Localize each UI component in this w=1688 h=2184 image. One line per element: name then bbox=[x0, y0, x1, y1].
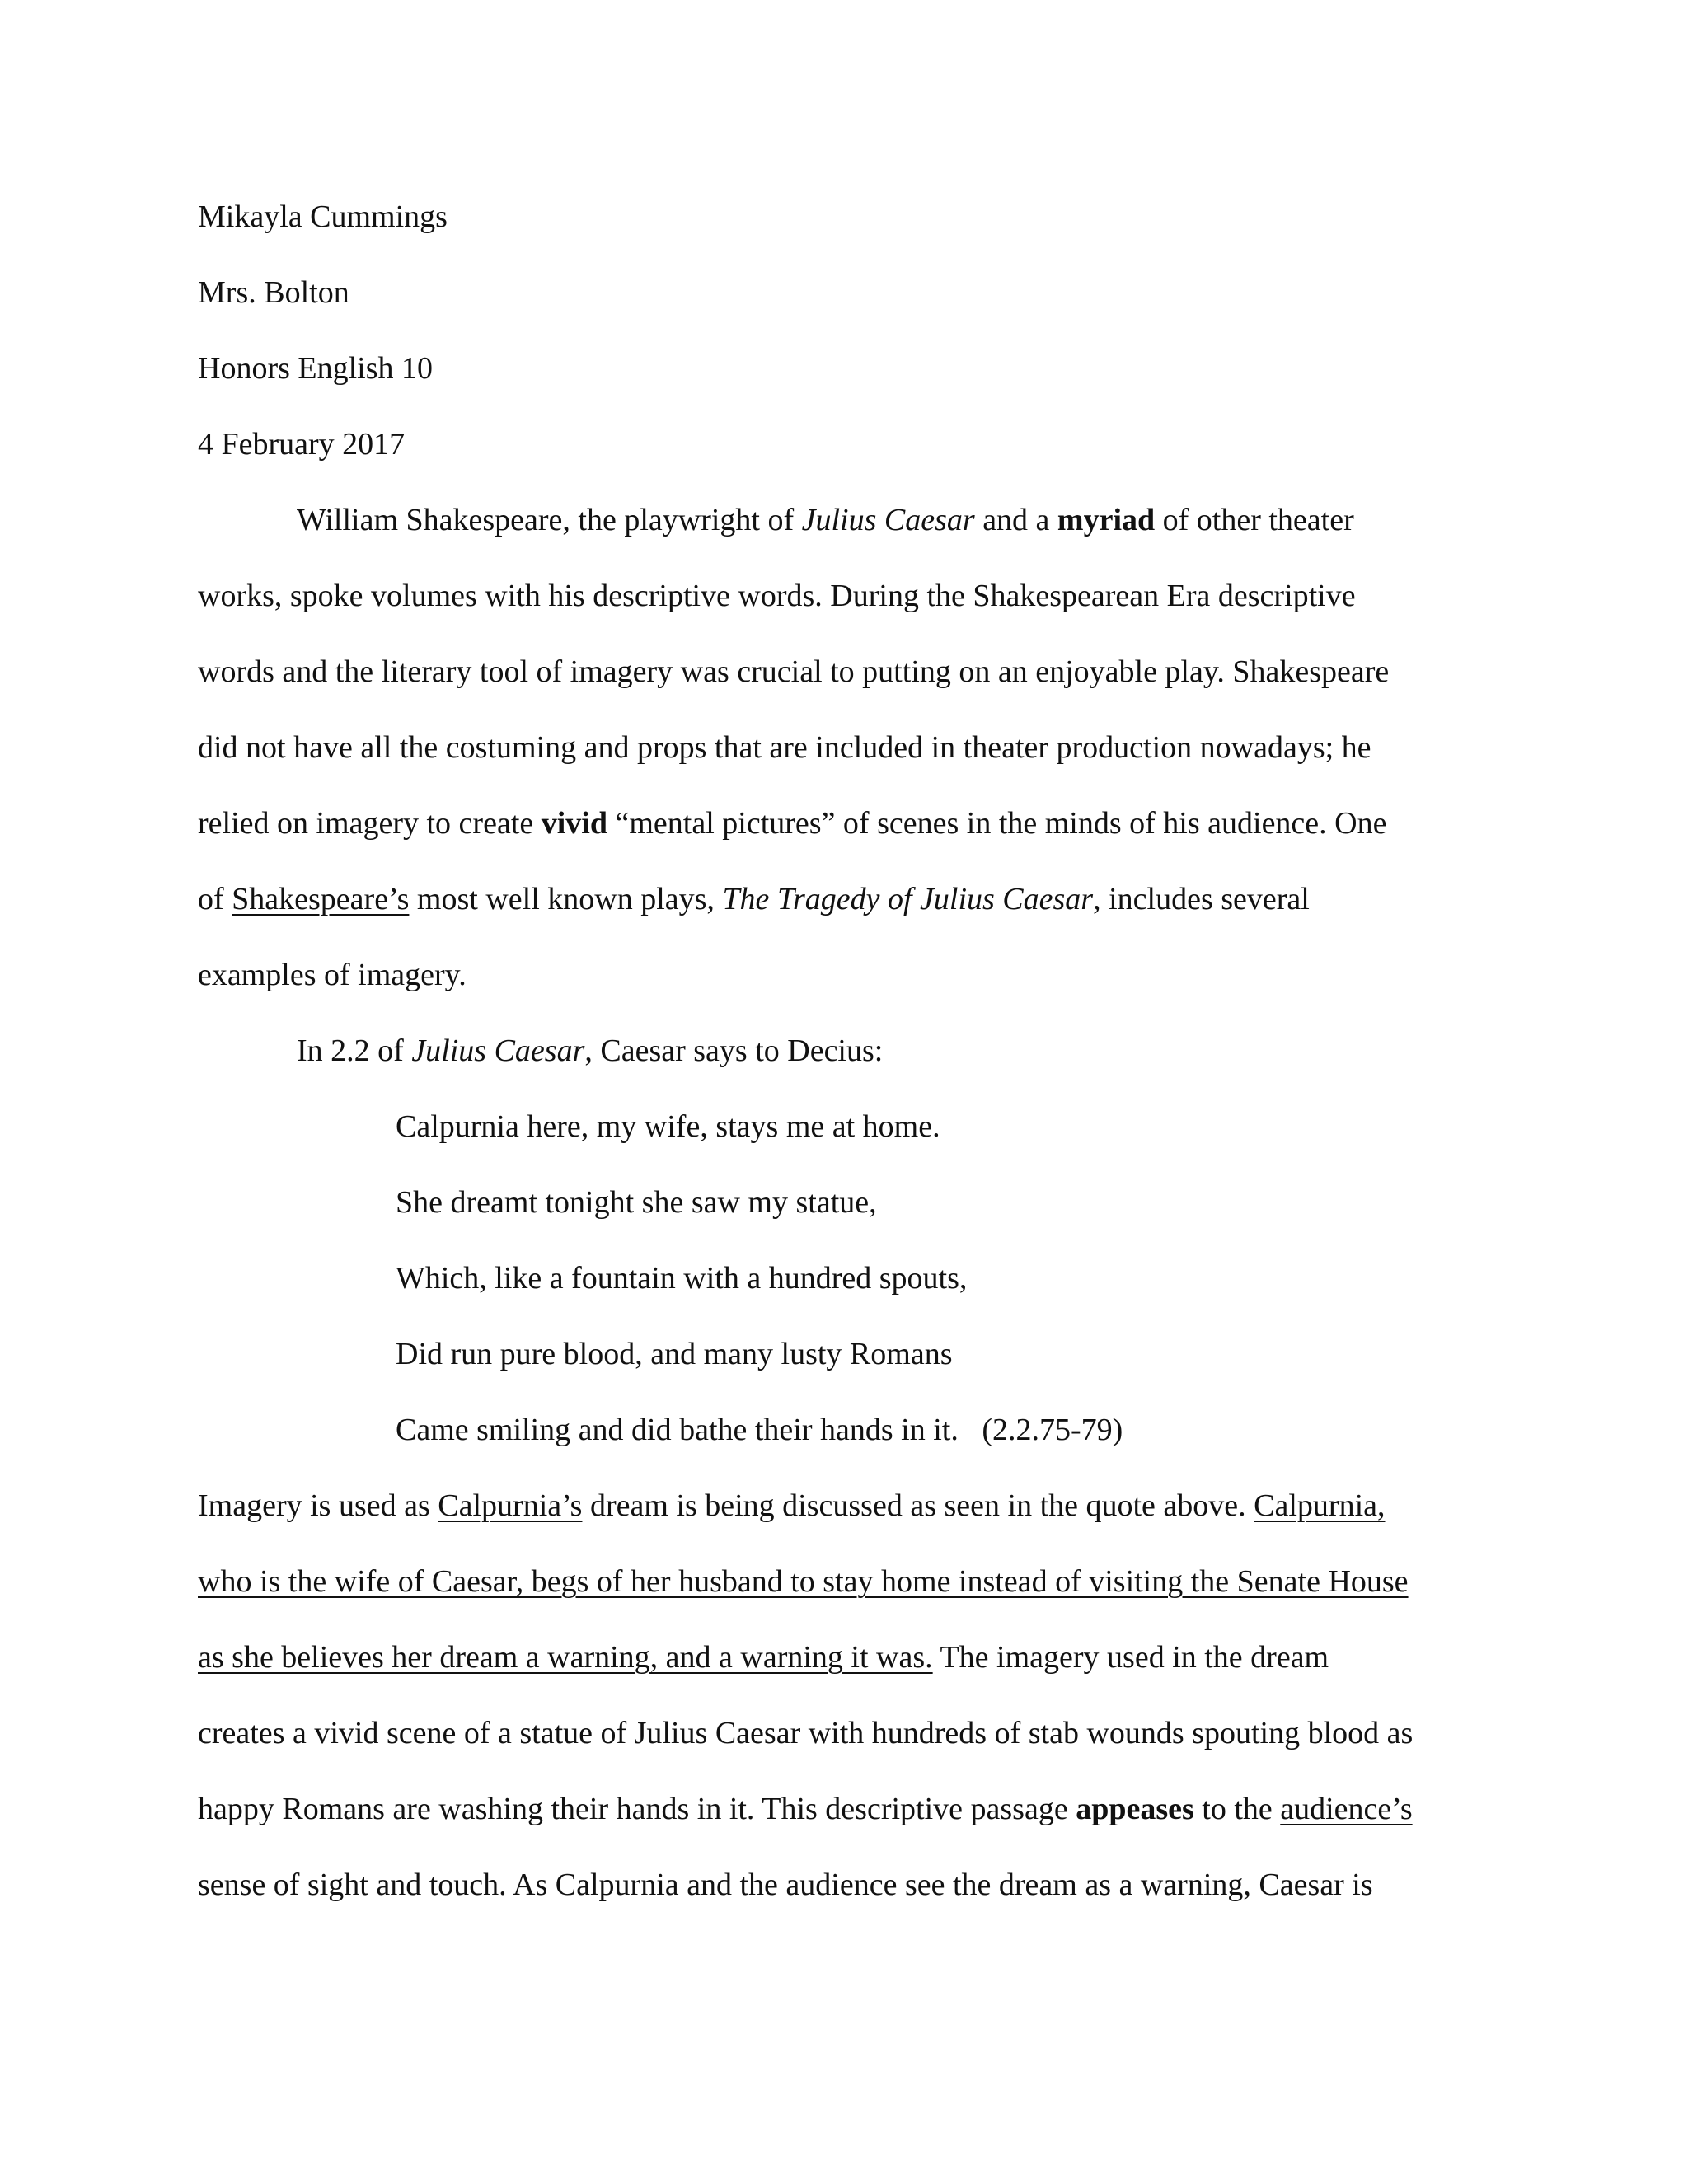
paragraph-1-line-6 bbox=[198, 880, 1310, 918]
underlined-text: as she believes her dream a warning, and a warning it was. bbox=[198, 1640, 933, 1675]
text-run: , Caesar says to Decius: bbox=[584, 1033, 884, 1068]
teacher-name: Mrs. Bolton bbox=[198, 275, 349, 310]
bold-vocab-word: appeases bbox=[1076, 1792, 1194, 1826]
paragraph-2-line-5 bbox=[198, 1790, 1413, 1828]
paragraph-1-line-3: words and the literary tool of imagery was crucial to putting on an enjoyable play. Shakespeare bbox=[198, 654, 1390, 689]
text-run: relied on imagery to create bbox=[198, 806, 542, 841]
paragraph-1-line-7: examples of imagery. bbox=[198, 958, 467, 992]
paragraph-1-line-2: works, spoke volumes with his descriptive words. During the Shakespearean Era descriptive bbox=[198, 579, 1356, 613]
italic-title: The Tragedy of Julius Caesar bbox=[722, 882, 1094, 916]
essay-date: 4 February 2017 bbox=[198, 427, 406, 462]
quote-intro bbox=[297, 1032, 883, 1070]
paragraph-2-line-4: creates a vivid scene of a statue of Julius Caesar with hundreds of stab wounds spouting blood as bbox=[198, 1716, 1414, 1750]
paragraph-1-line-1 bbox=[297, 501, 1354, 539]
paragraph-1-line-5 bbox=[198, 804, 1386, 842]
paragraph-2-line-6: sense of sight and touch. As Calpurnia and the audience see the dream as a warning, Caesar is bbox=[198, 1868, 1373, 1902]
underlined-text: Calpurnia, bbox=[1254, 1488, 1386, 1523]
underlined-text: Calpurnia’s bbox=[438, 1488, 583, 1523]
text-run: William Shakespeare, the playwright of bbox=[297, 503, 802, 537]
text-run: , includes several bbox=[1093, 882, 1310, 916]
italic-title: Julius Caesar bbox=[801, 503, 975, 537]
student-name: Mikayla Cummings bbox=[198, 199, 448, 234]
quote-line: Calpurnia here, my wife, stays me at home. bbox=[396, 1109, 940, 1144]
quote-line: Did run pure blood, and many lusty Romans bbox=[396, 1337, 953, 1371]
text-run: and a bbox=[974, 503, 1057, 537]
quote-line-citation: Came smiling and did bathe their hands in it. (2.2.75-79) bbox=[396, 1413, 1123, 1447]
paragraph-2-line-2: who is the wife of Caesar, begs of her husband to stay home instead of visiting the Senate House bbox=[198, 1564, 1409, 1599]
quote-line: She dreamt tonight she saw my statue, bbox=[396, 1185, 877, 1220]
text-run: In 2.2 of bbox=[297, 1033, 412, 1068]
quote-line: Which, like a fountain with a hundred spouts, bbox=[396, 1261, 968, 1296]
text-run: of other theater bbox=[1155, 503, 1354, 537]
text-run: happy Romans are washing their hands in it. This descriptive passage bbox=[198, 1792, 1076, 1826]
paragraph-1-line-4: did not have all the costuming and props that are included in theater production nowadays; he bbox=[198, 730, 1372, 765]
paragraph-2-line-3 bbox=[198, 1638, 1329, 1676]
text-run: “mental pictures” of scenes in the minds of his audience. One bbox=[607, 806, 1387, 841]
italic-title: Julius Caesar bbox=[411, 1033, 585, 1068]
course-name: Honors English 10 bbox=[198, 351, 433, 386]
bold-vocab-word: vivid bbox=[541, 806, 607, 841]
text-run: of bbox=[198, 882, 232, 916]
paragraph-2-line-1 bbox=[198, 1487, 1386, 1525]
underlined-text: Shakespeare’s bbox=[232, 882, 410, 916]
text-run: to the bbox=[1193, 1792, 1281, 1826]
text-run: Imagery is used as bbox=[198, 1488, 438, 1523]
underlined-text: audience’s bbox=[1280, 1792, 1413, 1826]
text-run: dream is being discussed as seen in the quote above. bbox=[582, 1488, 1254, 1523]
bold-vocab-word: myriad bbox=[1057, 503, 1156, 537]
text-run: most well known plays, bbox=[409, 882, 723, 916]
text-run: The imagery used in the dream bbox=[932, 1640, 1329, 1675]
